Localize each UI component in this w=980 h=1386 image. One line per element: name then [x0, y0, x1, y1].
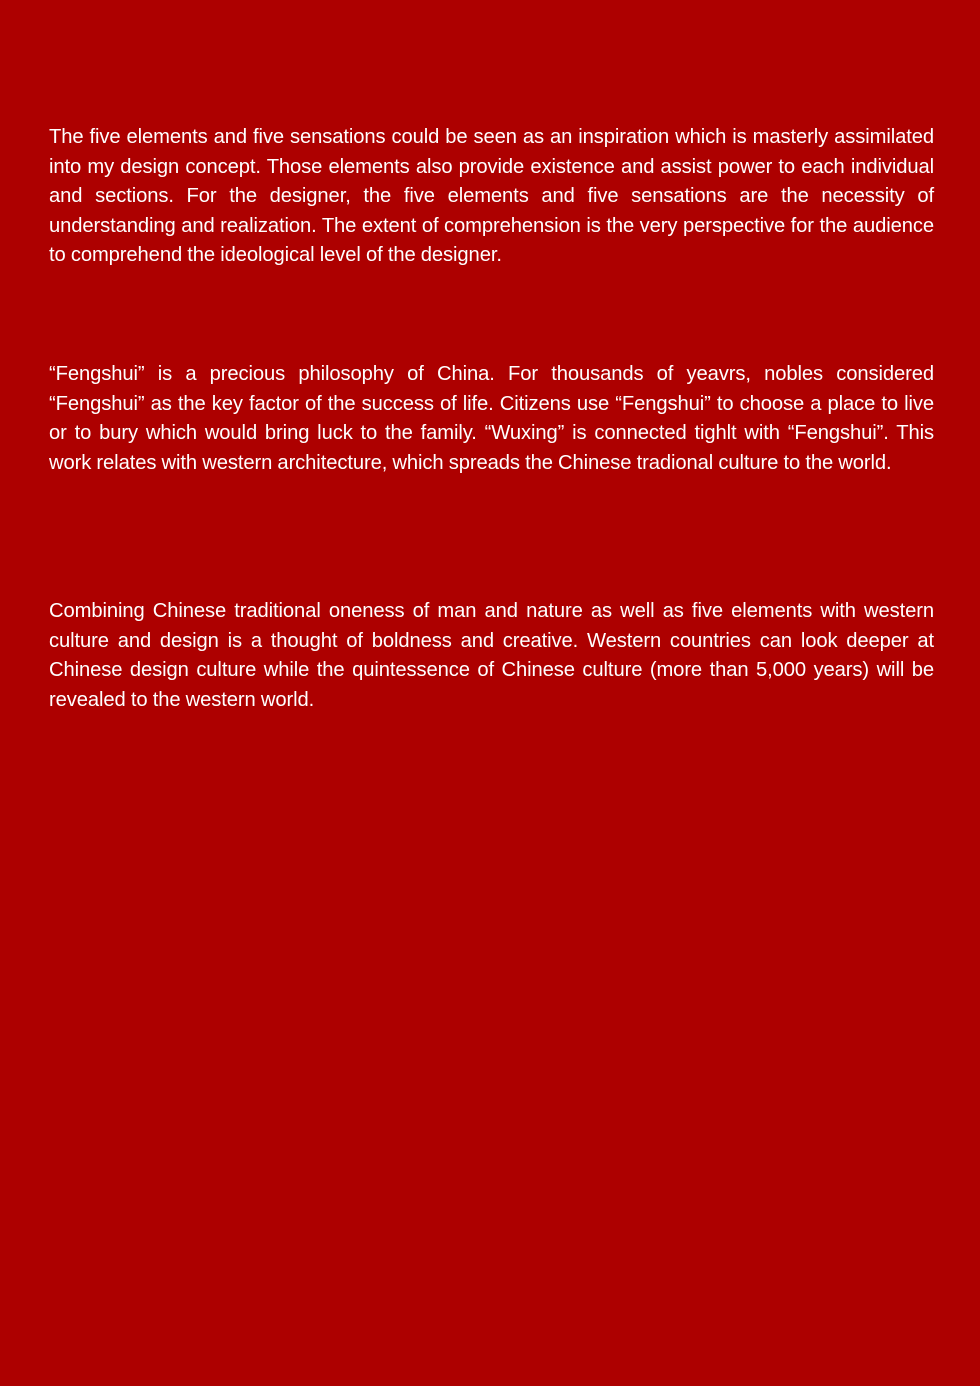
paragraph-five-elements: The five elements and five sensations could be seen as an inspiration which is masterly assimilated into my design concept. Those elements also provide existence and assist power to each individual and sections. For the designer, the five elements and five sensations are the necessity of understanding and realization. The extent of comprehension is the very perspective for the audience to comprehend the ideological level of the designer. [49, 126, 934, 267]
paragraph-east-west-culture: Combining Chinese traditional oneness of man and nature as well as five elements with western culture and design is a thought of boldness and creative. Western countries can look deeper at Chinese design culture while the quintessence of Chinese culture (more than 5,000 years) will be revealed to the western world. [49, 600, 934, 711]
paragraph-fengshui: “Fengshui” is a precious philosophy of China. For thousands of yeavrs, nobles considered “Fengshui” as the key factor of the success of life. Citizens use “Fengshui” to choose a place to live or to bury which would bring luck to the family. “Wuxing” is connected tighlt with “Fengshui”. This work relates with western architecture, which spreads the Chinese tradional culture to the world. [49, 363, 934, 474]
